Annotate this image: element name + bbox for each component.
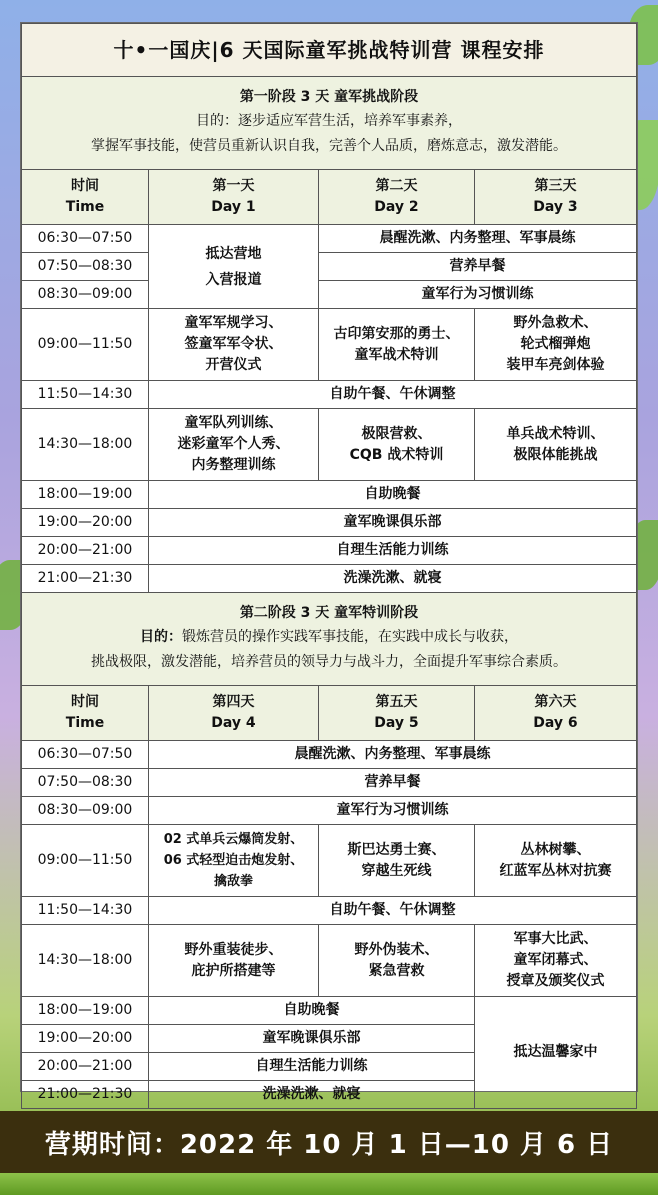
activity-pm-day5: 野外伪装术、 紧急营救 <box>319 925 475 997</box>
activity-bedtime: 洗澡洗漱、就寝 <box>149 1081 475 1109</box>
activity-lunch: 自助午餐、午休调整 <box>149 897 637 925</box>
schedule-table <box>21 23 637 1109</box>
activity-club: 童军晚课俱乐部 <box>149 509 637 537</box>
activity-am-day4: 02 式单兵云爆筒发射、 06 式轻型迫击炮发射、 擒敌拳 <box>149 825 319 897</box>
time-cell: 20:00—21:00 <box>22 1053 149 1081</box>
header-day3: 第三天 Day 3 <box>475 170 637 225</box>
activity-dinner: 自助晚餐 <box>149 481 637 509</box>
grass-decoration <box>0 1173 658 1195</box>
activity-dinner: 自助晚餐 <box>149 997 475 1025</box>
time-cell: 19:00—20:00 <box>22 1025 149 1053</box>
activity-life-skills: 自理生活能力训练 <box>149 537 637 565</box>
time-cell: 21:00—21:30 <box>22 1081 149 1109</box>
header-time: 时间 Time <box>22 686 149 741</box>
phase1-info <box>22 77 637 170</box>
time-cell: 09:00—11:50 <box>22 309 149 381</box>
activity-bedtime: 洗澡洗漱、就寝 <box>149 565 637 593</box>
time-cell: 08:30—09:00 <box>22 281 149 309</box>
time-cell: 11:50—14:30 <box>22 381 149 409</box>
phase2-title: 第二阶段 3 天 童军特训阶段 <box>239 605 419 621</box>
activity-pm-day1: 童军队列训练、 迷彩童军个人秀、 内务整理训练 <box>149 409 319 481</box>
phase2-goal-line1: 锻炼营员的操作实践军事技能，在实践中成长与收获， <box>182 629 518 645</box>
page-title: 十•一国庆|6 天国际童军挑战特训营 课程安排 <box>22 24 637 77</box>
header-day6: 第六天 Day 6 <box>475 686 637 741</box>
phase2-info <box>22 593 637 686</box>
activity-home: 抵达温馨家中 <box>475 997 637 1109</box>
header-day1: 第一天 Day 1 <box>149 170 319 225</box>
activity-pm-day2: 极限营救、 CQB 战术特训 <box>319 409 475 481</box>
time-cell: 07:50—08:30 <box>22 253 149 281</box>
phase2-goal-line2: 挑战极限，激发潜能，培养营员的领导力与战斗力，全面提升军事综合素质。 <box>91 654 567 670</box>
time-cell: 07:50—08:30 <box>22 769 149 797</box>
activity-am-day2: 古印第安那的勇士、 童军战术特训 <box>319 309 475 381</box>
time-cell: 14:30—18:00 <box>22 925 149 997</box>
activity-am-day3: 野外急救术、 轮式榴弹炮 装甲车亮剑体验 <box>475 309 637 381</box>
header-day4: 第四天 Day 4 <box>149 686 319 741</box>
time-cell: 19:00—20:00 <box>22 509 149 537</box>
time-cell: 21:00—21:30 <box>22 565 149 593</box>
activity-club: 童军晚课俱乐部 <box>149 1025 475 1053</box>
time-cell: 20:00—21:00 <box>22 537 149 565</box>
time-cell: 06:30—07:50 <box>22 741 149 769</box>
activity-life-skills: 自理生活能力训练 <box>149 1053 475 1081</box>
time-cell: 18:00—19:00 <box>22 997 149 1025</box>
activity-lunch: 自助午餐、午休调整 <box>149 381 637 409</box>
activity-breakfast: 营养早餐 <box>149 769 637 797</box>
time-cell: 06:30—07:50 <box>22 225 149 253</box>
activity-pm-day6: 军事大比武、 童军闭幕式、 授章及颁奖仪式 <box>475 925 637 997</box>
header-day2: 第二天 Day 2 <box>319 170 475 225</box>
header-time: 时间 Time <box>22 170 149 225</box>
day1-arrival: 抵达营地 入营报道 <box>149 225 319 309</box>
activity-pm-day3: 单兵战术特训、 极限体能挑战 <box>475 409 637 481</box>
activity-pm-day4: 野外重装徒步、 庇护所搭建等 <box>149 925 319 997</box>
phase1-goal-line1: 目的：逐步适应军营生活，培养军事素养， <box>196 113 462 129</box>
activity-am-day6: 丛林树攀、 红蓝军丛林对抗赛 <box>475 825 637 897</box>
activity-breakfast: 营养早餐 <box>319 253 637 281</box>
phase1-goal-line2: 掌握军事技能，使营员重新认识自我，完善个人品质，磨炼意志，激发潜能。 <box>91 138 567 154</box>
phase2-goal-label: 目的： <box>140 629 182 645</box>
schedule-card <box>20 22 638 1102</box>
activity-morning-wash: 晨醒洗漱、内务整理、军事晨练 <box>319 225 637 253</box>
activity-morning-wash: 晨醒洗漱、内务整理、军事晨练 <box>149 741 637 769</box>
activity-habit: 童军行为习惯训练 <box>149 797 637 825</box>
camp-dates-banner: 营期时间：2022 年 10 月 1 日—10 月 6 日 <box>0 1111 658 1173</box>
header-day5: 第五天 Day 5 <box>319 686 475 741</box>
time-cell: 18:00—19:00 <box>22 481 149 509</box>
time-cell: 08:30—09:00 <box>22 797 149 825</box>
time-cell: 14:30—18:00 <box>22 409 149 481</box>
activity-habit: 童军行为习惯训练 <box>319 281 637 309</box>
activity-am-day5: 斯巴达勇士赛、 穿越生死线 <box>319 825 475 897</box>
time-cell: 09:00—11:50 <box>22 825 149 897</box>
activity-am-day1: 童军军规学习、 签童军军令状、 开营仪式 <box>149 309 319 381</box>
time-cell: 11:50—14:30 <box>22 897 149 925</box>
phase1-title: 第一阶段 3 天 童军挑战阶段 <box>239 89 419 105</box>
